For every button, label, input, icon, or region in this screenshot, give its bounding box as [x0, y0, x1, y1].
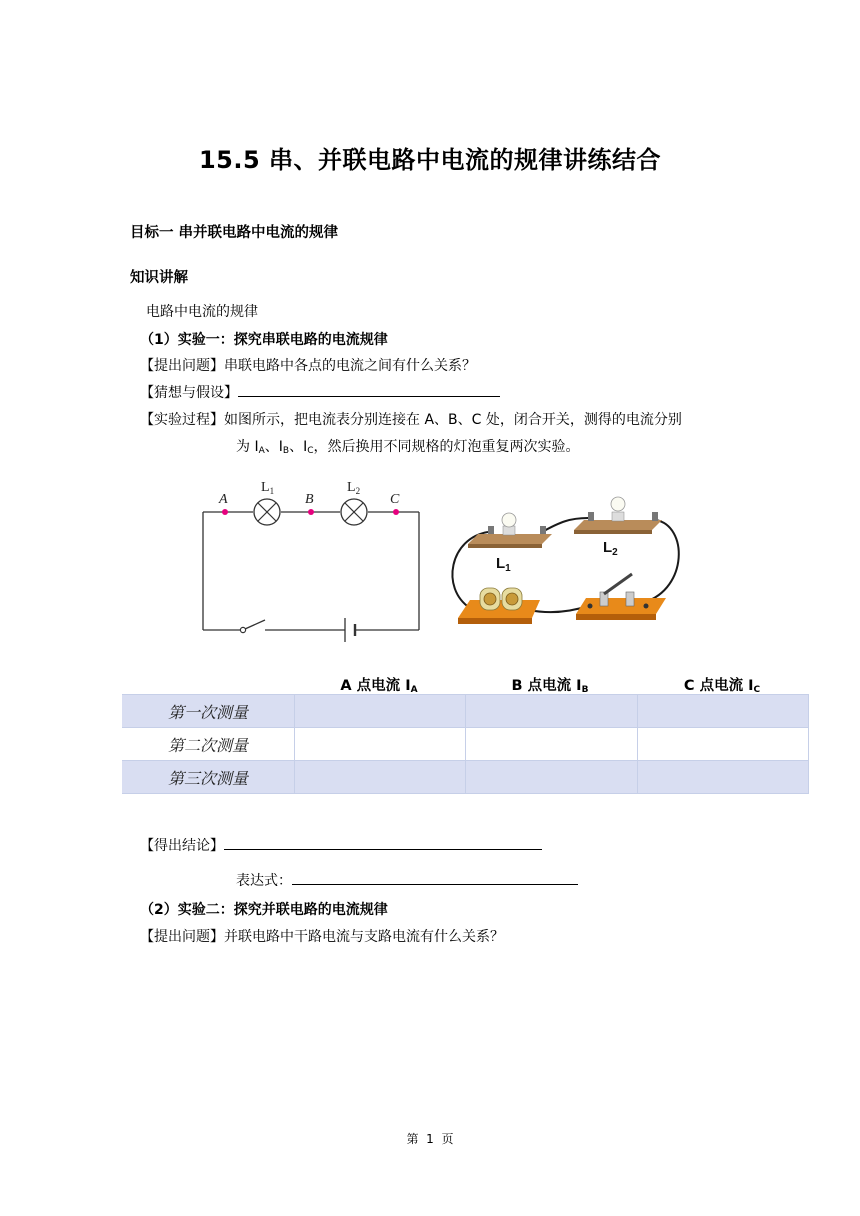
process-sub-b: B: [282, 446, 290, 456]
switch-symbol: [240, 620, 265, 633]
lamp-l2-symbol: [341, 499, 367, 525]
process-sub-a: A: [258, 446, 265, 456]
exp2-question-tag: 【提出问题】: [140, 929, 224, 945]
exp1-question-tag: 【提出问题】: [140, 358, 224, 374]
col-header-c: C 点电流 $I_C$: [683, 678, 761, 695]
exp1-question: 串联电路中各点的电流之间有什么关系？: [224, 358, 476, 374]
cell-2-c[interactable]: [637, 728, 808, 761]
node-c: [393, 509, 399, 515]
exp1-guess-tag: 【猜想与假设】: [140, 385, 238, 401]
lamp-board-l1: [468, 513, 552, 548]
conclusion-tag: 【得出结论】: [140, 838, 224, 854]
row-label-3: 第三次测量: [122, 761, 295, 794]
row-label-1: 第一次测量: [122, 695, 295, 728]
exp2-question-line: [140, 926, 504, 946]
cell-3-c[interactable]: [637, 761, 808, 794]
col-header-b: B 点电流 $I_B$: [511, 678, 589, 695]
process-sep-1: 、I: [264, 439, 283, 455]
label-a: A: [219, 492, 228, 507]
series-circuit-diagram: [195, 474, 430, 644]
table-row: [122, 761, 809, 794]
photo-label-l2: $L_2$: [603, 539, 618, 558]
table-row: [122, 695, 809, 728]
table-row: [122, 728, 809, 761]
expression-line: [236, 870, 578, 890]
measurement-table: [122, 694, 809, 794]
physical-circuit-illustration: [440, 488, 690, 632]
lamp-board-l2: [574, 497, 662, 534]
cell-2-a[interactable]: [295, 728, 466, 761]
conclusion-line: [140, 835, 542, 855]
process-sub-c: C: [307, 446, 314, 456]
page-number: 第 1 页: [406, 1132, 454, 1146]
exp1-guess-line: [140, 382, 500, 402]
col-header-a: A 点电流 $I_A$: [340, 678, 418, 695]
expression-label: 表达式：: [236, 873, 292, 889]
cell-1-a[interactable]: [295, 695, 466, 728]
battery-holder: [458, 588, 540, 624]
label-c: C: [390, 492, 400, 507]
cell-1-c[interactable]: [637, 695, 808, 728]
lamp-l1-symbol: [254, 499, 280, 525]
label-b: B: [305, 492, 314, 507]
knowledge-heading: 知识讲解: [130, 270, 188, 286]
exp1-process-line1: [140, 409, 682, 429]
cell-1-b[interactable]: [466, 695, 637, 728]
switch-board: [576, 574, 666, 620]
section-label: 电路中电流的规律: [146, 304, 258, 320]
photo-label-l1: $L_1$: [496, 555, 511, 574]
cell-2-b[interactable]: [466, 728, 637, 761]
exp1-question-line: [140, 355, 476, 375]
process-sep-2: 、I: [289, 439, 308, 455]
exp2-question: 并联电路中干路电流与支路电流有什么关系？: [224, 929, 504, 945]
page-title: 15.5 串、并联电路中电流的规律讲练结合: [198, 146, 662, 174]
goal-heading: 目标一 串并联电路中电流的规律: [130, 225, 339, 241]
exp1-process-line2: [236, 436, 580, 456]
row-label-2: 第二次测量: [122, 728, 295, 761]
node-b: [308, 509, 314, 515]
exp1-process-text1: 如图所示，把电流表分别连接在 A、B、C 处，闭合开关，测得的电流分别: [224, 412, 682, 428]
exp1-process-tag: 【实验过程】: [140, 412, 224, 428]
node-a: [222, 509, 228, 515]
cell-3-b[interactable]: [466, 761, 637, 794]
cell-3-a[interactable]: [295, 761, 466, 794]
process-text-suffix: ，然后换用不同规格的灯泡重复两次实验。: [313, 439, 580, 455]
expression-blank[interactable]: [292, 870, 578, 885]
exp2-heading: （2）实验二：探究并联电路的电流规律: [140, 902, 388, 918]
guess-blank[interactable]: [238, 382, 500, 397]
conclusion-blank[interactable]: [224, 835, 542, 850]
battery-symbol: [345, 618, 355, 642]
exp1-heading: （1）实验一：探究串联电路的电流规律: [140, 332, 388, 348]
label-l2: $L_2$: [347, 480, 361, 496]
process-text-prefix: 为 I: [236, 439, 259, 455]
label-l1: $L_1$: [261, 480, 275, 496]
